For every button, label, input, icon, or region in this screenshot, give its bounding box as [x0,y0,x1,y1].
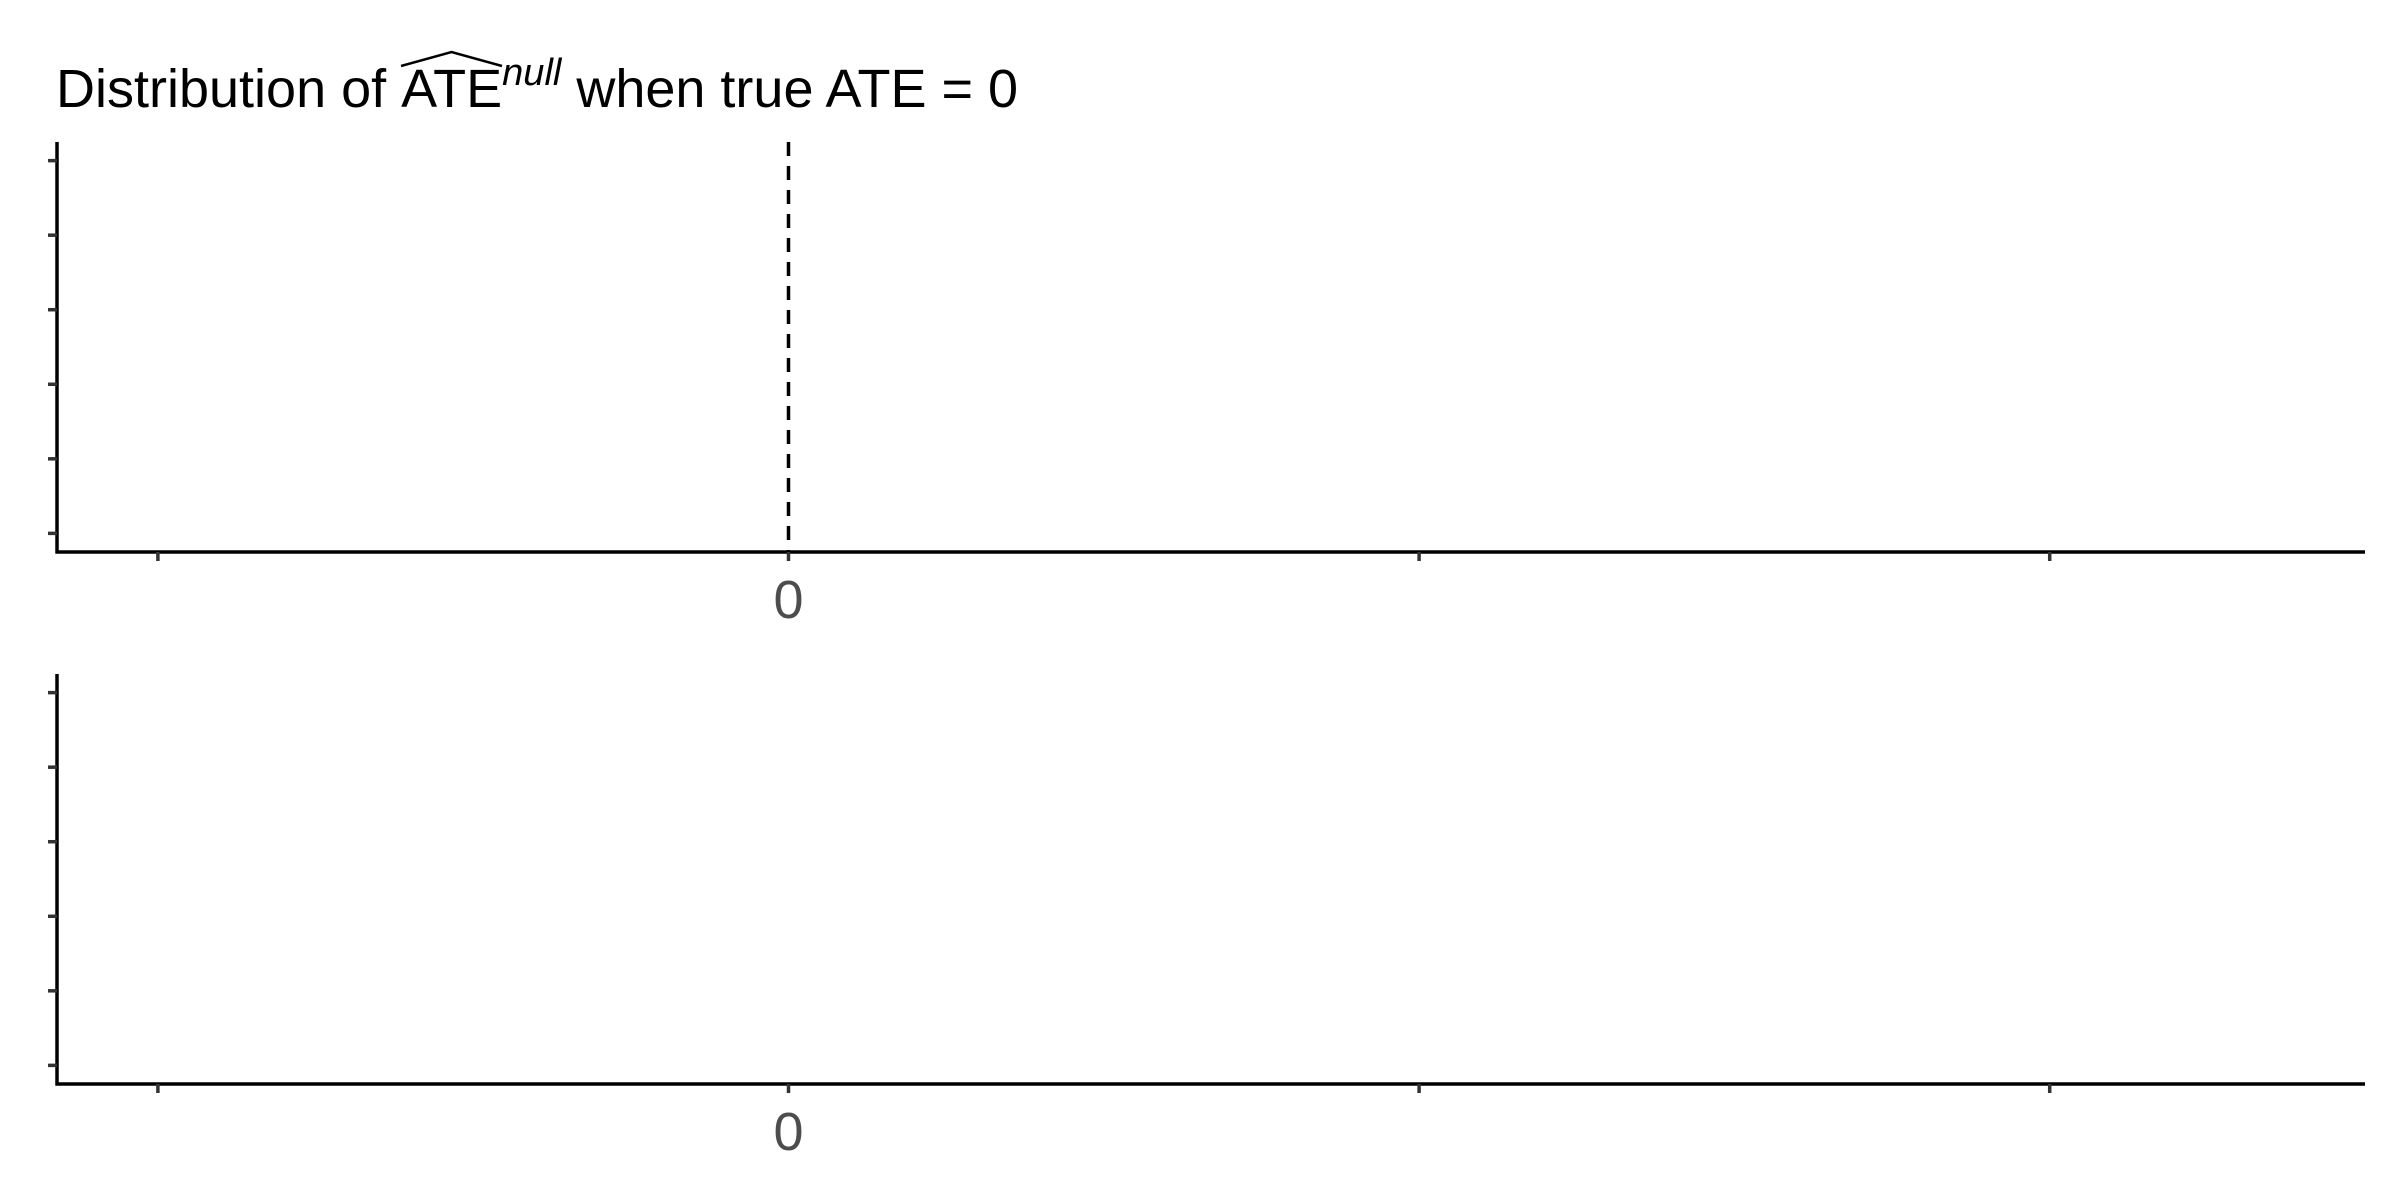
title-suffix: when true ATE = 0 [561,59,1019,119]
title-symbol-text: ATE [401,59,503,119]
title-superscript: null [502,52,562,94]
x-tick-label-top-1: 0 [773,570,804,630]
title-prefix: Distribution of [56,59,402,119]
x-tick-label-bottom-1: 0 [773,1102,804,1162]
